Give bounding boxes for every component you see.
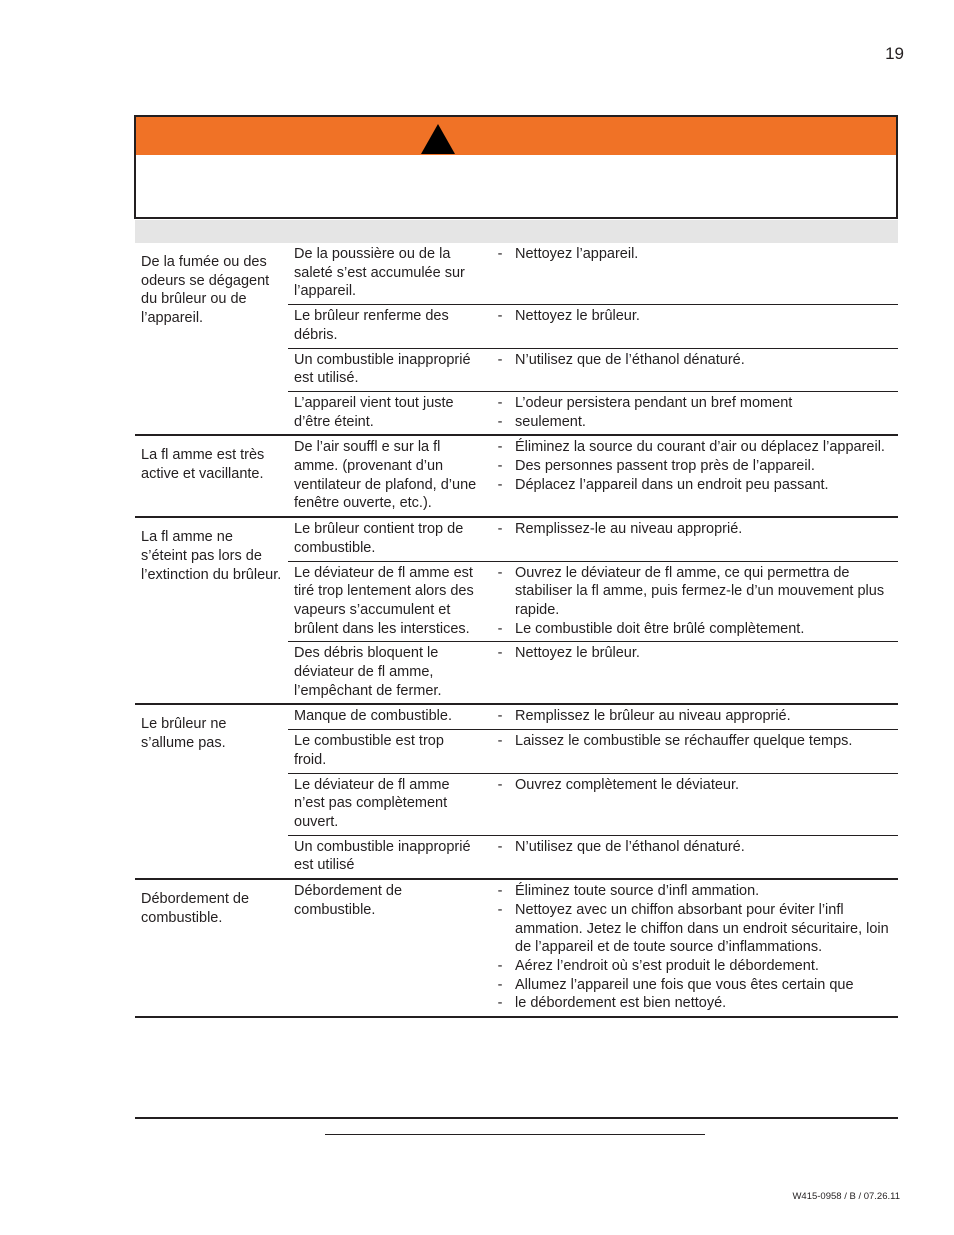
- table-header: [135, 220, 898, 243]
- solution-cell: [485, 774, 898, 835]
- cause-row: [288, 392, 898, 434]
- symptom-group: [135, 880, 898, 1018]
- dash-bullet: -: [497, 308, 503, 325]
- cause-cell: Manque de combustible.: [294, 708, 452, 725]
- dash-bullet: -: [497, 957, 503, 974]
- cause-cell: Le déviateur de fl amme est tiré trop lentement alors des vapeurs s’accumulent et brûlent dans les interstices.: [294, 564, 474, 637]
- solution-cell: [485, 562, 898, 642]
- solution-item: [485, 882, 894, 901]
- symptom-cell: De la fumée ou des odeurs se dégagent du brûleur ou de l’appareil.: [141, 254, 270, 327]
- cause-cell: L’appareil vient tout juste d’être éteint.: [294, 394, 454, 430]
- solution-text: Ouvrez le déviateur de fl amme, ce qui permettra de stabiliser la fl amme, puis fermez-le d’un mouvement plus rapide.: [515, 564, 885, 618]
- cause-row: [288, 705, 898, 730]
- symptom-group: [135, 243, 898, 436]
- dash-bullet: -: [497, 413, 503, 430]
- solution-item: [485, 994, 894, 1013]
- troubleshooting-table: [135, 243, 898, 1018]
- dash-bullet: -: [497, 976, 503, 993]
- solution-text: Remplissez le brûleur au niveau approprié.: [515, 708, 791, 725]
- solution-text: Nettoyez avec un chiffon absorbant pour éviter l’infl ammation. Jetez le chiffon dans un endroit sécuritaire, loin de l’appareil et de toute source d’inflammations.: [515, 901, 889, 956]
- solution-cell: [485, 518, 898, 560]
- cause-cell: Un combustible inapproprié est utilisé.: [294, 351, 471, 387]
- solution-text: Nettoyez l’appareil.: [515, 246, 639, 262]
- cause-cell: De la poussière ou de la saleté s’est accumulée sur l’appareil.: [294, 246, 465, 300]
- solution-text: Nettoyez le brûleur.: [515, 308, 640, 325]
- solution-item: [485, 394, 894, 413]
- solution-item: [485, 413, 894, 432]
- symptom-cell: Le brûleur ne s’allume pas.: [141, 716, 227, 752]
- solution-item: [485, 901, 894, 957]
- cause-row: [288, 880, 898, 1016]
- causes-column: [288, 243, 898, 434]
- solution-text: Éliminez la source du courant d’air ou déplacez l’appareil.: [515, 439, 885, 456]
- solution-item: [485, 732, 894, 751]
- cause-row: [288, 730, 898, 773]
- solution-text: Remplissez-le au niveau approprié.: [515, 521, 743, 538]
- solution-cell: [485, 642, 898, 703]
- warning-triangle-icon: [420, 123, 456, 155]
- symptom-group: [135, 518, 898, 705]
- solution-item: [485, 520, 894, 539]
- solution-text: Nettoyez le brûleur.: [515, 645, 640, 662]
- cause-row: [288, 774, 898, 836]
- cause-cell: Débordement de combustible.: [294, 883, 403, 918]
- solution-cell: [485, 392, 898, 434]
- solution-text: Des personnes passent trop près de l’appareil.: [515, 458, 815, 475]
- cause-row: [288, 349, 898, 392]
- solution-text: seulement.: [515, 413, 586, 430]
- dash-bullet: -: [497, 776, 503, 793]
- solution-text: N’utilisez que de l’éthanol dénaturé.: [515, 838, 745, 855]
- warning-box: [134, 115, 898, 219]
- solution-cell: [485, 705, 898, 729]
- solution-cell: [485, 305, 898, 347]
- solution-text: N’utilisez que de l’éthanol dénaturé.: [515, 351, 745, 368]
- dash-bullet: -: [497, 439, 503, 456]
- dash-bullet: -: [497, 883, 503, 900]
- solution-item: [485, 644, 894, 663]
- cause-cell: Le combustible est trop froid.: [294, 733, 444, 768]
- cause-cell: Le brûleur contient trop de combustible.: [294, 521, 464, 556]
- solution-item: [485, 476, 894, 495]
- solution-cell: [485, 880, 898, 1016]
- solution-cell: [485, 243, 898, 304]
- solution-item: [485, 620, 894, 639]
- cause-row: [288, 562, 898, 643]
- solution-item: [485, 957, 894, 976]
- solution-cell: [485, 349, 898, 391]
- cause-row: [288, 518, 898, 561]
- cause-cell: Le déviateur de fl amme n’est pas complètement ouvert.: [294, 776, 450, 830]
- solution-text: Éliminez toute source d’infl ammation.: [515, 883, 760, 900]
- dash-bullet: -: [497, 351, 503, 368]
- cause-cell: Un combustible inapproprié est utilisé: [294, 838, 471, 874]
- solution-cell: [485, 836, 898, 878]
- solution-item: [485, 351, 894, 370]
- dash-bullet: -: [497, 521, 503, 538]
- dash-bullet: -: [497, 620, 503, 637]
- table-bottom-rule: [135, 1117, 898, 1119]
- cause-cell: Des débris bloquent le déviateur de fl amme, l’empêchant de fermer.: [294, 645, 442, 699]
- symptom-cell: La fl amme ne s’éteint pas lors de l’extinction du brûleur.: [141, 529, 282, 583]
- solution-item: [485, 838, 894, 857]
- solution-text: Ouvrez complètement le déviateur.: [515, 776, 740, 793]
- solution-item: [485, 776, 894, 795]
- solution-item: [485, 976, 894, 995]
- cause-row: [288, 642, 898, 703]
- causes-column: [288, 518, 898, 703]
- solution-cell: [485, 436, 898, 516]
- dash-bullet: -: [497, 458, 503, 475]
- document-code: W415-0958 / B / 07.26.11: [792, 1191, 900, 1202]
- dash-bullet: -: [497, 645, 503, 662]
- solution-item: [485, 245, 894, 264]
- dash-bullet: -: [497, 564, 503, 581]
- solution-text: le débordement est bien nettoyé.: [515, 995, 727, 1012]
- dash-bullet: -: [497, 708, 503, 725]
- solution-text: Allumez l’appareil une fois que vous êtes certain que: [515, 976, 854, 993]
- cause-row: [288, 836, 898, 878]
- solution-text: Aérez l’endroit où s’est produit le débordement.: [515, 957, 819, 974]
- dash-bullet: -: [497, 394, 503, 411]
- dash-bullet: -: [497, 733, 503, 750]
- symptom-group: [135, 436, 898, 518]
- solution-item: [485, 457, 894, 476]
- cause-cell: Le brûleur renferme des débris.: [294, 308, 449, 343]
- dash-bullet: -: [497, 901, 503, 918]
- dash-bullet: -: [497, 995, 503, 1012]
- center-rule: [325, 1134, 705, 1135]
- solution-text: Déplacez l’appareil dans un endroit peu passant.: [515, 476, 829, 493]
- causes-column: [288, 705, 898, 878]
- solution-item: [485, 438, 894, 457]
- dash-bullet: -: [497, 476, 503, 493]
- cause-row: [288, 305, 898, 348]
- symptom-cell: La fl amme est très active et vacillante.: [141, 447, 265, 483]
- cause-row: [288, 436, 898, 516]
- solution-item: [485, 707, 894, 726]
- solution-cell: [485, 730, 898, 772]
- cause-cell: De l’air souffl e sur la fl amme. (provenant d’un ventilateur de plafond, d’une fenêtre ouverte, etc.).: [294, 439, 477, 512]
- dash-bullet: -: [497, 246, 503, 262]
- solution-text: L’odeur persistera pendant un bref moment: [515, 394, 793, 411]
- page-number: 19: [885, 44, 904, 63]
- solution-item: [485, 307, 894, 326]
- symptom-group: [135, 705, 898, 880]
- warning-band: [136, 117, 896, 155]
- solution-text: Laissez le combustible se réchauffer quelque temps.: [515, 733, 853, 750]
- solution-text: Le combustible doit être brûlé complètement.: [515, 620, 805, 637]
- causes-column: [288, 436, 898, 516]
- dash-bullet: -: [497, 838, 503, 855]
- causes-column: [288, 880, 898, 1016]
- solution-item: [485, 564, 894, 620]
- cause-row: [288, 243, 898, 305]
- symptom-cell: Débordement de combustible.: [141, 891, 250, 926]
